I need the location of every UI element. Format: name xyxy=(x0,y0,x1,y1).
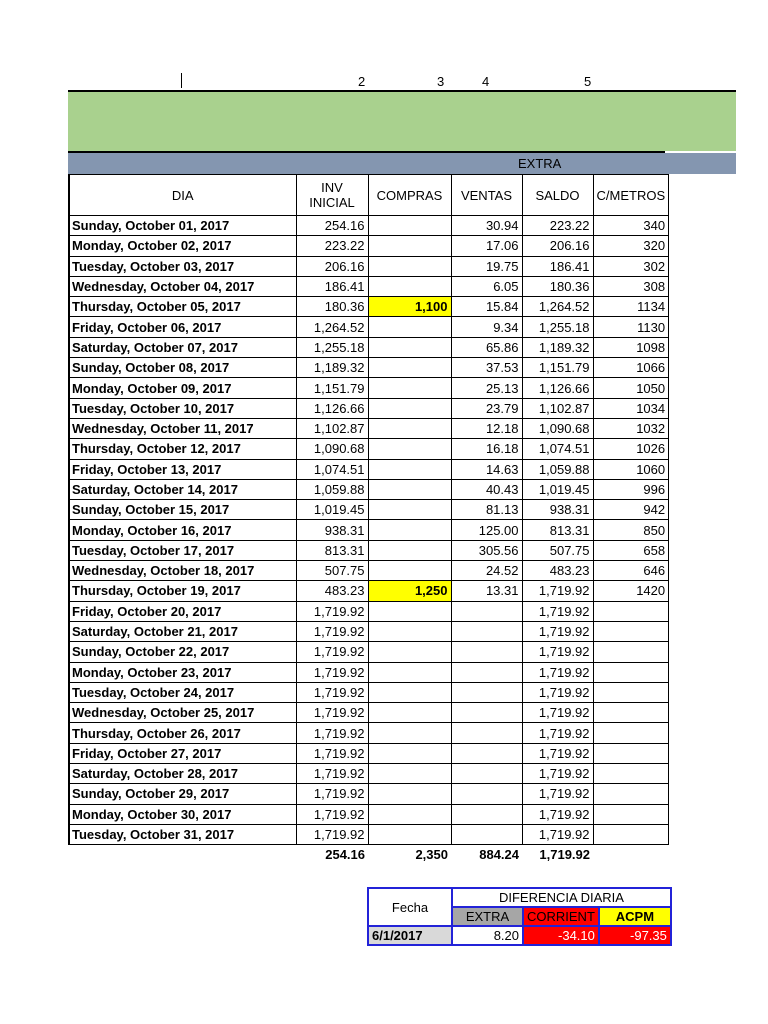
cell-compras[interactable] xyxy=(368,642,451,662)
cell-inv-inicial[interactable]: 1,719.92 xyxy=(296,804,368,824)
col-header-c-metros[interactable]: C/METROS xyxy=(593,175,669,216)
cell-dia[interactable]: Saturday, October 07, 2017 xyxy=(69,337,296,357)
cell-dia[interactable]: Wednesday, October 11, 2017 xyxy=(69,418,296,438)
cell-inv-inicial[interactable]: 1,090.68 xyxy=(296,439,368,459)
cell-c-metros[interactable]: 1134 xyxy=(593,297,669,317)
cell-inv-inicial[interactable]: 1,719.92 xyxy=(296,723,368,743)
col-header-ventas[interactable]: VENTAS xyxy=(451,175,522,216)
cell-ventas[interactable] xyxy=(451,601,522,621)
cell-c-metros[interactable] xyxy=(593,703,669,723)
cell-dia[interactable]: Friday, October 20, 2017 xyxy=(69,601,296,621)
cell-compras[interactable] xyxy=(368,378,451,398)
total-inv-inicial[interactable]: 254.16 xyxy=(325,847,365,863)
cell-inv-inicial[interactable]: 1,059.88 xyxy=(296,479,368,499)
cell-saldo[interactable]: 180.36 xyxy=(522,276,593,296)
cell-c-metros[interactable]: 646 xyxy=(593,561,669,581)
cell-compras[interactable] xyxy=(368,479,451,499)
table-row xyxy=(69,520,669,540)
cell-compras[interactable] xyxy=(368,703,451,723)
column-number: 2 xyxy=(358,74,366,89)
cell-saldo[interactable]: 1,719.92 xyxy=(522,662,593,682)
diff-col-extra[interactable]: EXTRA xyxy=(452,907,523,926)
cell-dia[interactable]: Thursday, October 05, 2017 xyxy=(69,297,296,317)
cell-ventas[interactable]: 65.86 xyxy=(451,337,522,357)
table-row xyxy=(69,358,669,378)
table-row xyxy=(69,297,669,317)
cell-c-metros[interactable]: 850 xyxy=(593,520,669,540)
cell-dia[interactable]: Sunday, October 08, 2017 xyxy=(69,358,296,378)
cell-saldo[interactable]: 1,719.92 xyxy=(522,703,593,723)
diff-col-corrient[interactable]: CORRIENT xyxy=(523,907,599,926)
cell-inv-inicial[interactable]: 1,126.66 xyxy=(296,398,368,418)
diff-fecha-value[interactable]: 6/1/2017 xyxy=(368,926,452,945)
cell-compras[interactable] xyxy=(368,540,451,560)
cell-saldo[interactable]: 1,719.92 xyxy=(522,601,593,621)
total-spacer xyxy=(593,845,669,865)
cell-inv-inicial[interactable]: 1,719.92 xyxy=(296,642,368,662)
table-row xyxy=(69,642,669,662)
table-row xyxy=(69,398,669,418)
table-row xyxy=(69,824,669,844)
col-header-inv-inicial[interactable]: INV INICIAL xyxy=(296,175,368,216)
cell-inv-inicial[interactable]: 1,719.92 xyxy=(296,824,368,844)
cell-saldo[interactable]: 1,151.79 xyxy=(522,358,593,378)
table-row xyxy=(69,337,669,357)
table-row xyxy=(69,439,669,459)
diff-col-acpm[interactable]: ACPM xyxy=(599,907,671,926)
cell-c-metros[interactable]: 1032 xyxy=(593,418,669,438)
cell-compras[interactable] xyxy=(368,682,451,702)
cell-dia[interactable]: Wednesday, October 18, 2017 xyxy=(69,561,296,581)
cell-inv-inicial[interactable]: 1,719.92 xyxy=(296,682,368,702)
diferencia-title[interactable]: DIFERENCIA DIARIA xyxy=(452,888,671,907)
cell-compras[interactable] xyxy=(368,439,451,459)
cell-compras[interactable] xyxy=(368,784,451,804)
fecha-label[interactable]: Fecha xyxy=(368,888,452,926)
cell-dia[interactable]: Tuesday, October 17, 2017 xyxy=(69,540,296,560)
cell-ventas[interactable]: 37.53 xyxy=(451,358,522,378)
cell-c-metros[interactable]: 340 xyxy=(593,216,669,236)
cell-inv-inicial[interactable]: 1,074.51 xyxy=(296,459,368,479)
table-row xyxy=(69,500,669,520)
cell-saldo[interactable]: 1,090.68 xyxy=(522,418,593,438)
table-row xyxy=(69,378,669,398)
cell-saldo[interactable]: 223.22 xyxy=(522,216,593,236)
inventory-table xyxy=(68,174,669,865)
cell-compras[interactable] xyxy=(368,764,451,784)
cell-ventas[interactable]: 25.13 xyxy=(451,378,522,398)
cell-compras[interactable] xyxy=(368,621,451,641)
diff-extra-value[interactable]: 8.20 xyxy=(452,926,523,945)
cell-inv-inicial[interactable]: 938.31 xyxy=(296,520,368,540)
cell-ventas[interactable] xyxy=(451,743,522,763)
cell-saldo[interactable]: 507.75 xyxy=(522,540,593,560)
cell-c-metros[interactable]: 996 xyxy=(593,479,669,499)
cell-inv-inicial[interactable]: 1,719.92 xyxy=(296,764,368,784)
cell-dia[interactable]: Sunday, October 15, 2017 xyxy=(69,500,296,520)
table-row xyxy=(69,216,669,236)
cell-dia[interactable]: Sunday, October 22, 2017 xyxy=(69,642,296,662)
cell-dia[interactable]: Thursday, October 26, 2017 xyxy=(69,723,296,743)
cell-c-metros[interactable]: 302 xyxy=(593,256,669,276)
cell-ventas[interactable]: 16.18 xyxy=(451,439,522,459)
cell-dia[interactable]: Sunday, October 29, 2017 xyxy=(69,784,296,804)
cell-compras[interactable] xyxy=(368,276,451,296)
header-band xyxy=(68,90,736,151)
cell-saldo[interactable]: 1,102.87 xyxy=(522,398,593,418)
cell-saldo[interactable]: 1,719.92 xyxy=(522,642,593,662)
cell-compras[interactable] xyxy=(368,398,451,418)
cell-compras[interactable] xyxy=(368,743,451,763)
cell-saldo[interactable]: 186.41 xyxy=(522,256,593,276)
cell-c-metros[interactable]: 942 xyxy=(593,500,669,520)
cell-compras[interactable]: 1,250 xyxy=(368,581,451,601)
total-compras[interactable]: 2,350 xyxy=(415,847,448,863)
cell-ventas[interactable] xyxy=(451,621,522,641)
cell-saldo[interactable]: 1,059.88 xyxy=(522,459,593,479)
cell-dia[interactable]: Monday, October 16, 2017 xyxy=(69,520,296,540)
cell-inv-inicial[interactable]: 1,151.79 xyxy=(296,378,368,398)
cell-saldo[interactable]: 1,719.92 xyxy=(522,723,593,743)
cell-inv-inicial[interactable]: 1,255.18 xyxy=(296,337,368,357)
cell-saldo[interactable]: 1,719.92 xyxy=(522,784,593,804)
cell-saldo[interactable]: 1,719.92 xyxy=(522,804,593,824)
table-row xyxy=(69,804,669,824)
cell-c-metros[interactable] xyxy=(593,682,669,702)
cell-dia[interactable]: Monday, October 30, 2017 xyxy=(69,804,296,824)
cell-compras[interactable] xyxy=(368,418,451,438)
cell-saldo[interactable]: 1,719.92 xyxy=(522,682,593,702)
cell-ventas[interactable]: 23.79 xyxy=(451,398,522,418)
cell-inv-inicial[interactable]: 1,719.92 xyxy=(296,743,368,763)
cell-ventas[interactable]: 305.56 xyxy=(451,540,522,560)
cell-ventas[interactable] xyxy=(451,642,522,662)
column-number: 5 xyxy=(584,74,592,89)
cell-compras[interactable] xyxy=(368,723,451,743)
total-ventas[interactable]: 884.24 xyxy=(479,847,519,863)
cell-c-metros[interactable] xyxy=(593,621,669,641)
cell-dia[interactable]: Friday, October 06, 2017 xyxy=(69,317,296,337)
cell-c-metros[interactable]: 1066 xyxy=(593,358,669,378)
cell-dia[interactable]: Saturday, October 21, 2017 xyxy=(69,621,296,641)
cell-inv-inicial[interactable]: 507.75 xyxy=(296,561,368,581)
cell-inv-inicial[interactable]: 223.22 xyxy=(296,236,368,256)
diferencia-diaria-table xyxy=(367,887,672,946)
cell-dia[interactable]: Thursday, October 19, 2017 xyxy=(69,581,296,601)
totals-row xyxy=(69,845,669,865)
cell-ventas[interactable]: 30.94 xyxy=(451,216,522,236)
cell-ventas[interactable]: 12.18 xyxy=(451,418,522,438)
cell-ventas[interactable]: 13.31 xyxy=(451,581,522,601)
table-row xyxy=(69,317,669,337)
cell-ventas[interactable] xyxy=(451,764,522,784)
cell-c-metros[interactable] xyxy=(593,723,669,743)
cell-inv-inicial[interactable]: 186.41 xyxy=(296,276,368,296)
cell-dia[interactable]: Tuesday, October 10, 2017 xyxy=(69,398,296,418)
table-row xyxy=(69,256,669,276)
cell-compras[interactable] xyxy=(368,500,451,520)
cell-inv-inicial[interactable]: 1,719.92 xyxy=(296,621,368,641)
cell-c-metros[interactable] xyxy=(593,824,669,844)
cell-inv-inicial[interactable]: 206.16 xyxy=(296,256,368,276)
totals-spacer xyxy=(69,845,296,865)
cell-compras[interactable] xyxy=(368,520,451,540)
cell-saldo[interactable]: 1,126.66 xyxy=(522,378,593,398)
cell-ventas[interactable] xyxy=(451,804,522,824)
cell-saldo[interactable]: 1,719.92 xyxy=(522,621,593,641)
text-cursor xyxy=(181,73,182,88)
cell-saldo[interactable]: 483.23 xyxy=(522,561,593,581)
table-row xyxy=(69,621,669,641)
cell-c-metros[interactable]: 1060 xyxy=(593,459,669,479)
cell-compras[interactable] xyxy=(368,236,451,256)
cell-ventas[interactable] xyxy=(451,662,522,682)
col-header-dia[interactable]: DIA xyxy=(69,175,296,216)
cell-c-metros[interactable]: 1026 xyxy=(593,439,669,459)
cell-saldo[interactable]: 1,264.52 xyxy=(522,297,593,317)
cell-dia[interactable]: Friday, October 13, 2017 xyxy=(69,459,296,479)
cell-inv-inicial[interactable]: 1,189.32 xyxy=(296,358,368,378)
cell-ventas[interactable]: 40.43 xyxy=(451,479,522,499)
cell-dia[interactable]: Monday, October 09, 2017 xyxy=(69,378,296,398)
cell-dia[interactable]: Monday, October 02, 2017 xyxy=(69,236,296,256)
cell-saldo[interactable]: 1,719.92 xyxy=(522,764,593,784)
cell-inv-inicial[interactable]: 483.23 xyxy=(296,581,368,601)
cell-compras[interactable] xyxy=(368,804,451,824)
cell-dia[interactable]: Wednesday, October 04, 2017 xyxy=(69,276,296,296)
cell-compras[interactable] xyxy=(368,358,451,378)
cell-saldo[interactable]: 1,074.51 xyxy=(522,439,593,459)
cell-c-metros[interactable]: 1050 xyxy=(593,378,669,398)
column-number: 4 xyxy=(482,74,490,89)
cell-inv-inicial[interactable]: 1,019.45 xyxy=(296,500,368,520)
cell-ventas[interactable]: 14.63 xyxy=(451,459,522,479)
diff-corrient-value[interactable]: -34.10 xyxy=(523,926,599,945)
cell-compras[interactable] xyxy=(368,601,451,621)
cell-inv-inicial[interactable]: 1,719.92 xyxy=(296,784,368,804)
cell-saldo[interactable]: 1,719.92 xyxy=(522,581,593,601)
table-row xyxy=(69,723,669,743)
table-row xyxy=(69,662,669,682)
column-number: 3 xyxy=(437,74,445,89)
table-row xyxy=(69,561,669,581)
cell-saldo[interactable]: 1,719.92 xyxy=(522,743,593,763)
cell-inv-inicial[interactable]: 1,264.52 xyxy=(296,317,368,337)
table-row xyxy=(69,581,669,601)
cell-compras[interactable] xyxy=(368,216,451,236)
cell-compras[interactable] xyxy=(368,459,451,479)
cell-c-metros[interactable]: 320 xyxy=(593,236,669,256)
cell-dia[interactable]: Tuesday, October 24, 2017 xyxy=(69,682,296,702)
cell-saldo[interactable]: 813.31 xyxy=(522,520,593,540)
cell-ventas[interactable] xyxy=(451,723,522,743)
table-row xyxy=(69,764,669,784)
cell-c-metros[interactable]: 1130 xyxy=(593,317,669,337)
cell-ventas[interactable]: 17.06 xyxy=(451,236,522,256)
cell-c-metros[interactable] xyxy=(593,804,669,824)
cell-compras[interactable] xyxy=(368,337,451,357)
diff-acpm-value[interactable]: -97.35 xyxy=(599,926,671,945)
cell-ventas[interactable] xyxy=(451,682,522,702)
cell-inv-inicial[interactable]: 813.31 xyxy=(296,540,368,560)
cell-c-metros[interactable] xyxy=(593,764,669,784)
table-row xyxy=(69,784,669,804)
cell-c-metros[interactable] xyxy=(593,642,669,662)
cell-saldo[interactable]: 1,019.45 xyxy=(522,479,593,499)
cell-ventas[interactable]: 9.34 xyxy=(451,317,522,337)
cell-c-metros[interactable] xyxy=(593,743,669,763)
cell-inv-inicial[interactable]: 254.16 xyxy=(296,216,368,236)
cell-saldo[interactable]: 206.16 xyxy=(522,236,593,256)
cell-inv-inicial[interactable]: 1,719.92 xyxy=(296,601,368,621)
cell-ventas[interactable] xyxy=(451,784,522,804)
cell-c-metros[interactable] xyxy=(593,662,669,682)
cell-dia[interactable]: Wednesday, October 25, 2017 xyxy=(69,703,296,723)
cell-saldo[interactable]: 1,255.18 xyxy=(522,317,593,337)
cell-compras[interactable] xyxy=(368,256,451,276)
col-header-compras[interactable]: COMPRAS xyxy=(368,175,451,216)
extra-band-title: EXTRA xyxy=(518,156,562,171)
table-row xyxy=(69,276,669,296)
table-row xyxy=(69,418,669,438)
cell-c-metros[interactable]: 658 xyxy=(593,540,669,560)
cell-ventas[interactable]: 15.84 xyxy=(451,297,522,317)
table-row xyxy=(69,459,669,479)
cell-c-metros[interactable] xyxy=(593,601,669,621)
cell-c-metros[interactable] xyxy=(593,784,669,804)
cell-dia[interactable]: Tuesday, October 03, 2017 xyxy=(69,256,296,276)
cell-compras[interactable] xyxy=(368,317,451,337)
cell-ventas[interactable]: 19.75 xyxy=(451,256,522,276)
cell-compras[interactable] xyxy=(368,561,451,581)
cell-dia[interactable]: Thursday, October 12, 2017 xyxy=(69,439,296,459)
table-row xyxy=(69,743,669,763)
table-row xyxy=(69,601,669,621)
cell-compras[interactable] xyxy=(368,824,451,844)
table-row xyxy=(69,236,669,256)
cell-c-metros[interactable]: 1098 xyxy=(593,337,669,357)
col-header-saldo[interactable]: SALDO xyxy=(522,175,593,216)
table-row xyxy=(69,682,669,702)
cell-ventas[interactable] xyxy=(451,703,522,723)
cell-dia[interactable]: Friday, October 27, 2017 xyxy=(69,743,296,763)
cell-compras[interactable] xyxy=(368,662,451,682)
cell-c-metros[interactable]: 308 xyxy=(593,276,669,296)
cell-dia[interactable]: Tuesday, October 31, 2017 xyxy=(69,824,296,844)
cell-dia[interactable]: Saturday, October 28, 2017 xyxy=(69,764,296,784)
cell-inv-inicial[interactable]: 1,102.87 xyxy=(296,418,368,438)
cell-inv-inicial[interactable]: 180.36 xyxy=(296,297,368,317)
cell-ventas[interactable]: 6.05 xyxy=(451,276,522,296)
cell-dia[interactable]: Sunday, October 01, 2017 xyxy=(69,216,296,236)
cell-inv-inicial[interactable]: 1,719.92 xyxy=(296,662,368,682)
cell-saldo[interactable]: 938.31 xyxy=(522,500,593,520)
table-row xyxy=(69,479,669,499)
table-row xyxy=(69,703,669,723)
cell-saldo[interactable]: 1,719.92 xyxy=(522,824,593,844)
cell-ventas[interactable]: 81.13 xyxy=(451,500,522,520)
cell-dia[interactable]: Saturday, October 14, 2017 xyxy=(69,479,296,499)
cell-dia[interactable]: Monday, October 23, 2017 xyxy=(69,662,296,682)
cell-ventas[interactable] xyxy=(451,824,522,844)
cell-inv-inicial[interactable]: 1,719.92 xyxy=(296,703,368,723)
cell-compras[interactable]: 1,100 xyxy=(368,297,451,317)
table-row xyxy=(69,540,669,560)
total-saldo[interactable]: 1,719.92 xyxy=(539,847,590,863)
cell-c-metros[interactable]: 1420 xyxy=(593,581,669,601)
cell-ventas[interactable]: 24.52 xyxy=(451,561,522,581)
cell-saldo[interactable]: 1,189.32 xyxy=(522,337,593,357)
header-row xyxy=(69,175,669,216)
cell-ventas[interactable]: 125.00 xyxy=(451,520,522,540)
extra-band xyxy=(68,153,736,174)
cell-c-metros[interactable]: 1034 xyxy=(593,398,669,418)
